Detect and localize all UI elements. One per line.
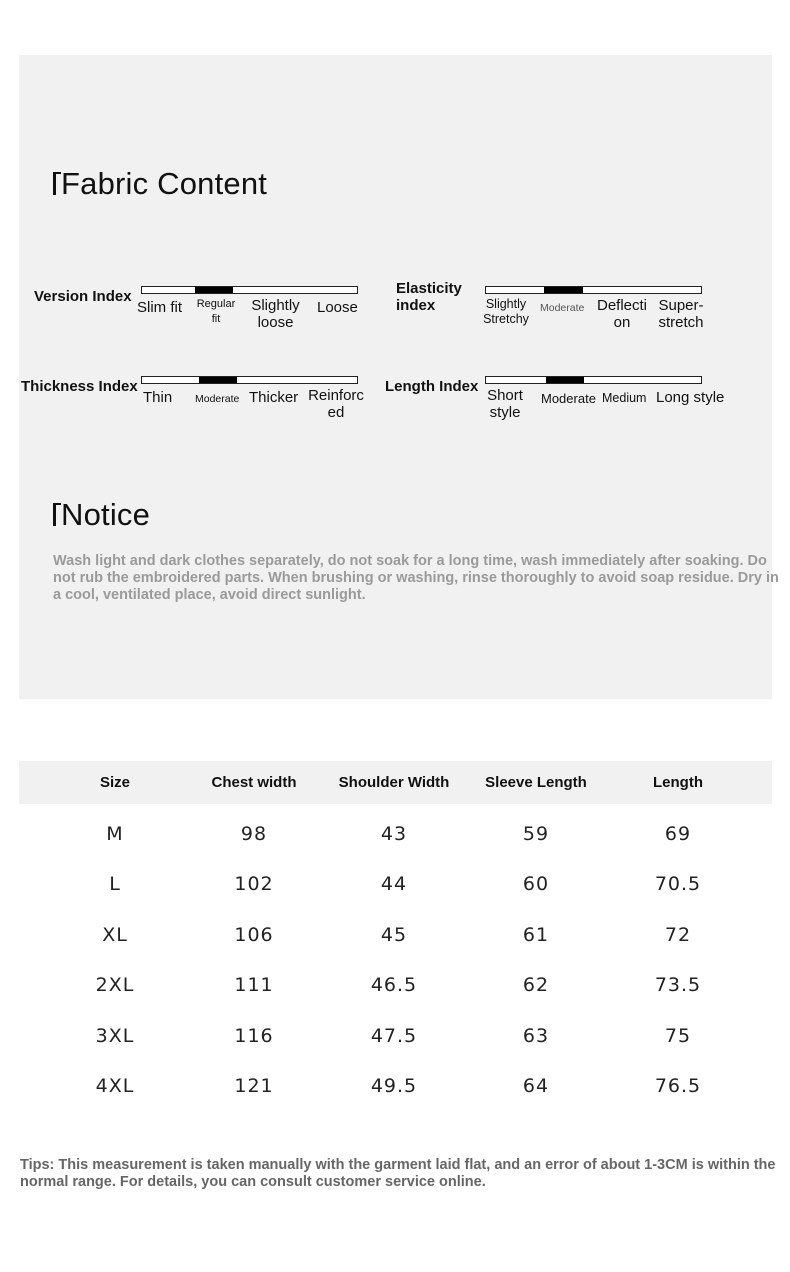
tips-text: Tips: This measurement is taken manually with the garment laid flat, and an error of about 1-3CM is within the normal range. For details, you can consult customer service online. bbox=[20, 1157, 776, 1190]
title-bracket-icon bbox=[53, 172, 56, 195]
thickness-option-thicker: Thicker bbox=[249, 389, 299, 406]
table-cell: 64 bbox=[522, 1075, 550, 1097]
table-cell: 111 bbox=[234, 974, 274, 997]
thickness-option-reinforced: Reinforced bbox=[308, 387, 364, 421]
table-cell: M bbox=[106, 823, 124, 845]
table-cell: 46.5 bbox=[370, 974, 418, 997]
notice-title-text: Notice bbox=[61, 497, 151, 532]
elasticity-option-super-stretch: Super-stretch bbox=[658, 297, 704, 331]
version-option-regular-fit: Regular fit bbox=[196, 298, 236, 325]
table-row bbox=[19, 1061, 772, 1111]
header-length: Length bbox=[653, 774, 703, 791]
table-cell: 70.5 bbox=[654, 873, 702, 896]
table-row bbox=[19, 910, 772, 960]
length-index-label: Length Index bbox=[385, 378, 479, 395]
table-cell: 76.5 bbox=[654, 1075, 702, 1097]
table-cell: 98 bbox=[240, 823, 268, 845]
version-option-loose: Loose bbox=[317, 299, 358, 316]
elasticity-option-slightly-stretchy: Slightly Stretchy bbox=[483, 297, 529, 326]
header-shoulder-width: Shoulder Width bbox=[338, 774, 450, 791]
table-cell: 106 bbox=[234, 923, 274, 946]
thickness-index-label: Thickness Index bbox=[21, 378, 138, 395]
table-cell: 45 bbox=[380, 923, 408, 946]
header-size: Size bbox=[99, 774, 130, 791]
header-sleeve-length: Sleeve Length bbox=[485, 774, 587, 791]
version-index-scale bbox=[141, 286, 358, 294]
length-index-scale bbox=[485, 376, 702, 384]
table-row bbox=[19, 960, 772, 1010]
table-cell: 63 bbox=[522, 1024, 550, 1047]
table-cell: 3XL bbox=[95, 1024, 135, 1047]
header-chest-width: Chest width bbox=[211, 774, 297, 791]
table-cell: 69 bbox=[664, 823, 692, 845]
length-option-short-style: Short style bbox=[487, 387, 523, 421]
table-row bbox=[19, 809, 772, 859]
version-index-label: Version Index bbox=[34, 288, 132, 305]
table-cell: 60 bbox=[522, 873, 550, 896]
table-cell: 121 bbox=[234, 1075, 274, 1097]
length-option-long-style: Long style bbox=[656, 389, 725, 406]
elasticity-index-label: Elasticity index bbox=[396, 280, 462, 314]
thickness-option-thin: Thin bbox=[143, 389, 173, 406]
elasticity-option-moderate: Moderate bbox=[540, 302, 585, 314]
table-cell: 44 bbox=[380, 873, 408, 896]
table-row bbox=[19, 1011, 772, 1061]
fabric-content-title-text: Fabric Content bbox=[61, 166, 268, 201]
table-cell: 4XL bbox=[95, 1075, 135, 1097]
table-cell: 59 bbox=[522, 823, 550, 845]
table-cell: 72 bbox=[664, 923, 692, 946]
length-option-moderate: Moderate bbox=[541, 391, 596, 406]
table-cell: XL bbox=[102, 923, 128, 946]
length-index-selected-fill bbox=[546, 377, 584, 383]
elasticity-index-scale bbox=[485, 286, 702, 294]
version-option-slightly-loose: Slightly loose bbox=[251, 297, 300, 331]
version-index-selected-fill bbox=[195, 287, 233, 293]
table-row bbox=[19, 859, 772, 909]
table-cell: 47.5 bbox=[370, 1024, 418, 1047]
table-cell: 43 bbox=[380, 823, 408, 845]
table-cell: 2XL bbox=[95, 974, 135, 997]
thickness-index-selected-fill bbox=[199, 377, 237, 383]
elasticity-index-selected-fill bbox=[544, 287, 583, 293]
elasticity-option-deflection: Deflection bbox=[596, 297, 648, 331]
notice-title bbox=[53, 497, 150, 533]
thickness-index-scale bbox=[141, 376, 358, 384]
table-cell: 49.5 bbox=[370, 1075, 418, 1097]
table-cell: L bbox=[109, 873, 121, 896]
fabric-content-title bbox=[53, 166, 267, 202]
title-bracket-icon bbox=[53, 503, 56, 526]
size-table-header bbox=[19, 761, 772, 804]
table-cell: 62 bbox=[522, 974, 550, 997]
table-cell: 75 bbox=[664, 1024, 692, 1047]
notice-text: Wash light and dark clothes separately, do not soak for a long time, wash immediately after soaking. Do not rub the embroidered parts. When brushing or washing, rinse thoroughly to avoid soap residue. Dry in a cool, ventilated place, avoid direct sunlight. bbox=[53, 553, 779, 603]
table-cell: 61 bbox=[522, 923, 550, 946]
version-option-slim-fit: Slim fit bbox=[137, 299, 182, 316]
thickness-option-moderate: Moderate bbox=[195, 393, 240, 405]
table-cell: 73.5 bbox=[654, 974, 702, 997]
table-cell: 116 bbox=[234, 1024, 274, 1047]
table-cell: 102 bbox=[234, 873, 274, 896]
length-option-medium: Medium bbox=[602, 391, 647, 405]
